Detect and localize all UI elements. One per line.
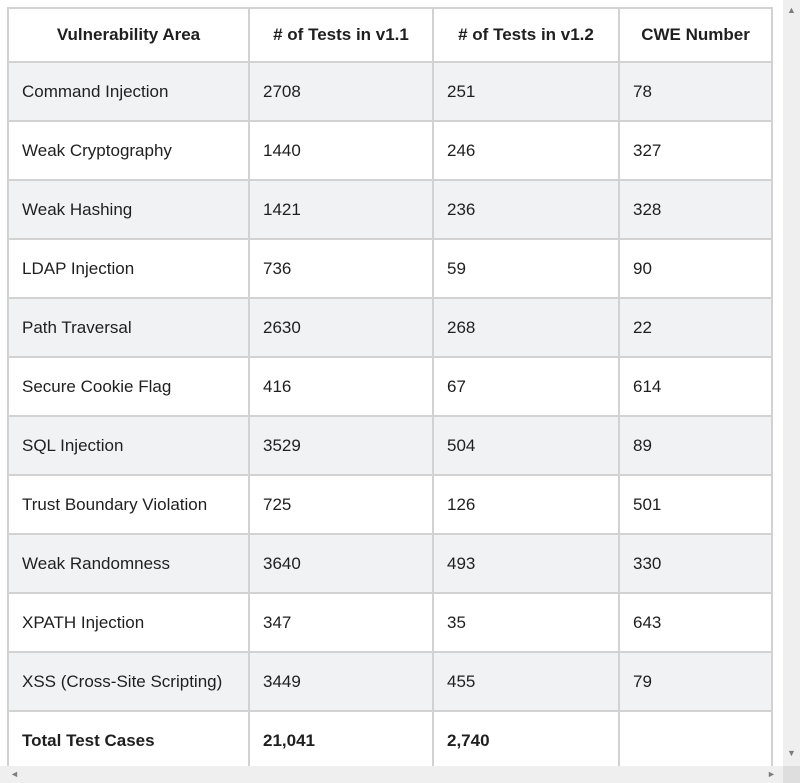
cwe-number-cell: 79 [619, 652, 772, 711]
vulnerability-area-cell: LDAP Injection [8, 239, 249, 298]
vulnerability-area-cell: Trust Boundary Violation [8, 475, 249, 534]
cwe-number-cell: 89 [619, 416, 772, 475]
cwe-number-cell [619, 711, 772, 770]
vulnerability-area-cell: Weak Hashing [8, 180, 249, 239]
vulnerability-area-cell: Weak Randomness [8, 534, 249, 593]
vulnerability-area-cell: Secure Cookie Flag [8, 357, 249, 416]
cwe-number-cell: 90 [619, 239, 772, 298]
scroll-left-arrow-icon[interactable]: ◄ [10, 769, 19, 779]
table-row [8, 357, 772, 416]
tests-v1-2-cell: 2,740 [433, 711, 619, 770]
table-row [8, 62, 772, 121]
tests-v1-1-cell: 3449 [249, 652, 433, 711]
vulnerability-area-cell: Command Injection [8, 62, 249, 121]
vulnerability-area-cell: Total Test Cases [8, 711, 249, 770]
tests-v1-2-cell: 455 [433, 652, 619, 711]
tests-v1-2-cell: 251 [433, 62, 619, 121]
tests-v1-1-cell: 3640 [249, 534, 433, 593]
table-row [8, 652, 772, 711]
tests-v1-2-cell: 59 [433, 239, 619, 298]
tests-v1-1-cell: 725 [249, 475, 433, 534]
header-tests-v1-2: # of Tests in v1.2 [433, 8, 619, 62]
tests-v1-2-cell: 35 [433, 593, 619, 652]
tests-v1-2-cell: 246 [433, 121, 619, 180]
horizontal-scrollbar[interactable] [0, 766, 783, 783]
cwe-number-cell: 614 [619, 357, 772, 416]
table-container [7, 7, 773, 771]
tests-v1-1-cell: 736 [249, 239, 433, 298]
tests-v1-1-cell: 21,041 [249, 711, 433, 770]
cwe-number-cell: 643 [619, 593, 772, 652]
table-row [8, 534, 772, 593]
header-vulnerability-area: Vulnerability Area [8, 8, 249, 62]
table-row [8, 239, 772, 298]
vulnerability-area-cell: SQL Injection [8, 416, 249, 475]
tests-v1-2-cell: 67 [433, 357, 619, 416]
vulnerability-area-cell: XSS (Cross-Site Scripting) [8, 652, 249, 711]
vulnerability-area-cell: Path Traversal [8, 298, 249, 357]
scrollbar-corner [783, 766, 800, 783]
table-body [8, 62, 772, 770]
table-row [8, 180, 772, 239]
tests-v1-2-cell: 504 [433, 416, 619, 475]
total-row [8, 711, 772, 770]
vertical-scrollbar[interactable] [783, 0, 800, 766]
tests-v1-2-cell: 493 [433, 534, 619, 593]
tests-v1-2-cell: 268 [433, 298, 619, 357]
cwe-number-cell: 328 [619, 180, 772, 239]
table-head [8, 8, 772, 62]
cwe-number-cell: 22 [619, 298, 772, 357]
vulnerability-test-table [7, 7, 773, 771]
tests-v1-1-cell: 1421 [249, 180, 433, 239]
header-cwe-number: CWE Number [619, 8, 772, 62]
table-row [8, 121, 772, 180]
tests-v1-1-cell: 2708 [249, 62, 433, 121]
cwe-number-cell: 330 [619, 534, 772, 593]
header-tests-v1-1: # of Tests in v1.1 [249, 8, 433, 62]
tests-v1-1-cell: 2630 [249, 298, 433, 357]
table-row [8, 593, 772, 652]
table-header-row [8, 8, 772, 62]
cwe-number-cell: 78 [619, 62, 772, 121]
tests-v1-1-cell: 1440 [249, 121, 433, 180]
vulnerability-area-cell: Weak Cryptography [8, 121, 249, 180]
scroll-up-arrow-icon[interactable]: ▲ [787, 5, 796, 15]
cwe-number-cell: 327 [619, 121, 772, 180]
tests-v1-2-cell: 126 [433, 475, 619, 534]
scroll-right-arrow-icon[interactable]: ► [767, 769, 776, 779]
scroll-down-arrow-icon[interactable]: ▼ [787, 748, 796, 758]
tests-v1-1-cell: 347 [249, 593, 433, 652]
table-row [8, 475, 772, 534]
cwe-number-cell: 501 [619, 475, 772, 534]
tests-v1-1-cell: 416 [249, 357, 433, 416]
table-row [8, 416, 772, 475]
table-row [8, 298, 772, 357]
tests-v1-1-cell: 3529 [249, 416, 433, 475]
tests-v1-2-cell: 236 [433, 180, 619, 239]
vulnerability-area-cell: XPATH Injection [8, 593, 249, 652]
